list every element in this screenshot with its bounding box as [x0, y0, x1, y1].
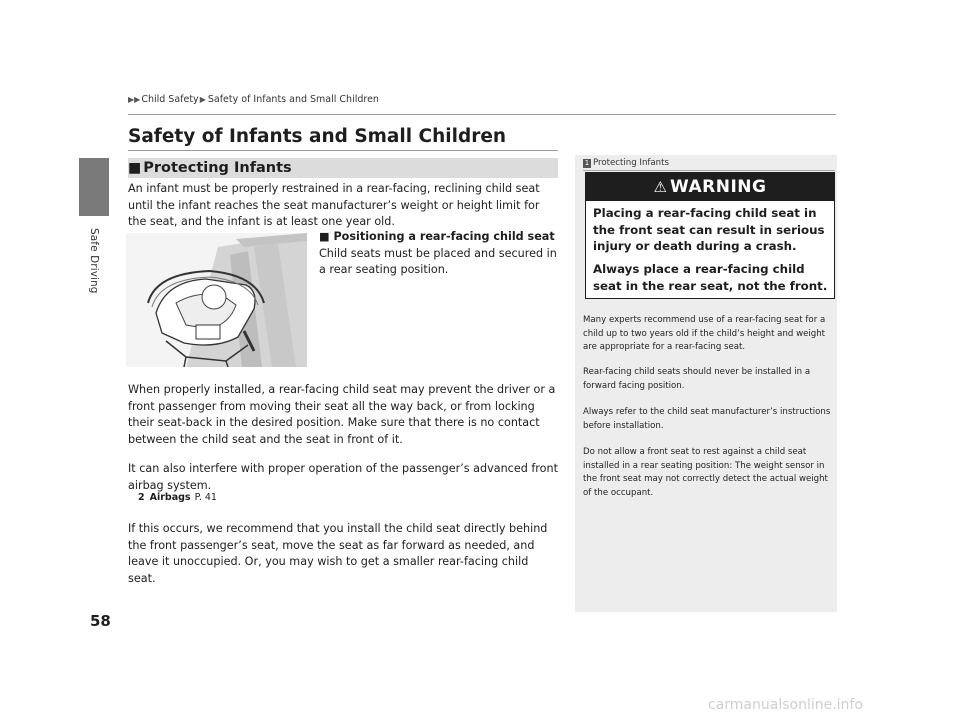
side-note-2: Rear-facing child seats should never be installed in a forward facing position.	[583, 367, 811, 391]
warning-text-2: Always place a rear-facing child seat in the rear seat, not the front.	[593, 262, 828, 293]
body-paragraph-3: It can also interfere with proper operation of the passenger’s advanced front airbag system.	[128, 462, 558, 492]
note-marker-icon: 1	[584, 158, 590, 167]
side-note-4: Do not allow a front seat to rest against a child seat installed in a rear seating position: The weight sensor in the front seat may not correctly detect the actual weight of the occupant.	[583, 447, 828, 498]
header-rule	[128, 114, 836, 115]
sidebar-label: Safe Driving	[88, 228, 100, 294]
warning-box	[585, 172, 835, 299]
side-note-3: Always refer to the child seat manufacturer’s instructions before installation.	[583, 407, 831, 431]
section-square-icon: ■	[128, 160, 142, 176]
positioning-subsection	[319, 229, 559, 279]
watermark: carmanualsonline.info	[708, 697, 863, 713]
airbags-cross-reference[interactable]	[138, 492, 217, 503]
reference-arrow-icon: 2	[138, 492, 145, 503]
subsection-text: Child seats must be placed and secured in a rear seating position.	[319, 246, 557, 276]
side-notes-rule	[583, 170, 835, 171]
breadcrumb-arrows-icon: ▶▶	[128, 95, 141, 104]
section-title: Protecting Infants	[143, 160, 292, 176]
subsection-heading: ■ Positioning a rear-facing child seat	[319, 230, 555, 243]
page-number: 58	[90, 612, 111, 630]
warning-title: WARNING	[669, 177, 767, 197]
sidebar-tab	[79, 158, 109, 216]
warning-triangle-icon: ⚠	[653, 178, 667, 196]
xref-label[interactable]: Airbags	[149, 492, 191, 503]
breadcrumb-arrow-icon: ▶	[199, 95, 206, 104]
side-notes-heading	[583, 158, 669, 168]
warning-header	[586, 173, 834, 201]
warning-text-1: Placing a rear-facing child seat in the front seat can result in serious injury or death during a crash.	[593, 206, 825, 253]
side-notes-title: Protecting Infants	[593, 158, 669, 168]
title-rule	[128, 150, 558, 151]
page-title: Safety of Infants and Small Children	[128, 126, 507, 147]
breadcrumb-topic[interactable]: Safety of Infants and Small Children	[207, 94, 379, 105]
xref-page[interactable]: P. 41	[194, 492, 217, 503]
body-paragraph-1: An infant must be properly restrained in a rear-facing, reclining child seat until the infant reaches the seat manufacturer’s weight or height limit for the seat, and the infant is at least one year old.	[128, 182, 540, 228]
section-header	[128, 158, 558, 178]
body-paragraph-4: If this occurs, we recommend that you install the child seat directly behind the front passenger’s seat, move the seat as far forward as needed, and leave it unoccupied. Or, you may wish to get a smaller rear-facing child seat.	[128, 522, 548, 585]
child-seat-illustration	[126, 233, 307, 367]
breadcrumb-section[interactable]: Child Safety	[141, 94, 199, 105]
breadcrumb	[128, 94, 379, 105]
side-note-1: Many experts recommend use of a rear-facing seat for a child up to two years old if the child’s height and weight are appropriate for a rear-facing seat.	[583, 315, 826, 352]
child-seat-drawing	[126, 233, 307, 367]
body-paragraph-2: When properly installed, a rear-facing child seat may prevent the driver or a front passenger from moving their seat all the way back, or from locking their seat-back in the desired position. Make sure that there is no contact between the child seat and the seat in front of it.	[128, 383, 556, 446]
